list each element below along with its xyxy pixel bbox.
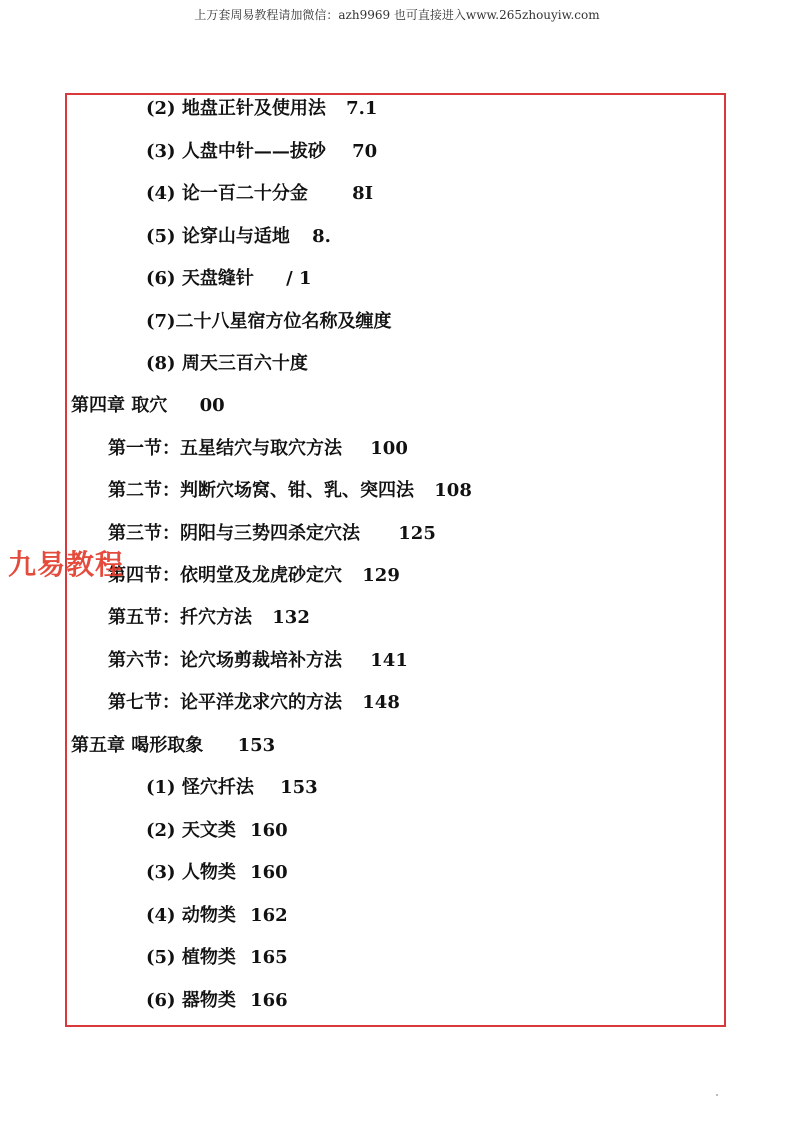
toc-entry-page: 166 bbox=[250, 990, 288, 1011]
toc-entry-page: 160 bbox=[250, 820, 288, 841]
toc-entry bbox=[146, 182, 373, 206]
toc-entry-title: (7)二十八星宿方位名称及缠度 bbox=[146, 311, 392, 332]
scan-speck bbox=[716, 1094, 718, 1096]
toc-section-title: 第七节：论平洋龙求穴的方法 bbox=[108, 692, 342, 713]
toc-entry bbox=[146, 352, 314, 376]
toc-section-page: 125 bbox=[398, 523, 436, 544]
header-ad-note: 上万套周易教程请加微信：azh9969 也可直接进入www.265zhouyiw.com bbox=[194, 8, 600, 22]
toc-section-page: 132 bbox=[272, 607, 310, 628]
toc-entry-title: (8) 周天三百六十度 bbox=[146, 353, 308, 374]
toc-section bbox=[108, 479, 472, 503]
toc-entry-title: (4) 动物类 bbox=[146, 905, 236, 926]
toc-section-title: 第二节：判断穴场窝、钳、乳、突四法 bbox=[108, 480, 414, 501]
toc-entry-title: (6) 天盘缝针 bbox=[146, 268, 254, 289]
toc-entry bbox=[146, 819, 288, 843]
watermark-logo: 九易教程 bbox=[8, 548, 125, 581]
toc-section-title: 第四节：依明堂及龙虎砂定穴 bbox=[108, 565, 342, 586]
toc-entry bbox=[146, 989, 288, 1013]
toc-entry-page: 70 bbox=[352, 141, 378, 162]
toc-entry-title: (4) 论一百二十分金 bbox=[146, 183, 308, 204]
toc-entry-title: (2) 地盘正针及使用法 bbox=[146, 98, 326, 119]
toc-entry bbox=[146, 310, 398, 334]
toc-entry-title: (3) 人物类 bbox=[146, 862, 236, 883]
toc-section bbox=[108, 606, 310, 630]
toc-section bbox=[108, 522, 436, 546]
toc-chapter-title: 第五章 喝形取象 bbox=[71, 735, 204, 756]
toc-entry-title: (5) 植物类 bbox=[146, 947, 236, 968]
toc-section-page: 108 bbox=[434, 480, 472, 501]
toc-entry bbox=[146, 946, 288, 970]
toc-entry-page: 160 bbox=[250, 862, 288, 883]
toc-entry bbox=[146, 267, 311, 291]
toc-section-title: 第一节：五星结穴与取穴方法 bbox=[108, 438, 342, 459]
toc-section-title: 第六节：论穴场剪裁培补方法 bbox=[108, 650, 342, 671]
toc-entry-page: 153 bbox=[280, 777, 318, 798]
toc-section-page: 129 bbox=[362, 565, 400, 586]
toc-entry-page: 8I bbox=[352, 183, 374, 204]
toc-entry bbox=[146, 225, 331, 249]
toc-section-page: 100 bbox=[370, 438, 408, 459]
toc-section-title: 第五节：扦穴方法 bbox=[108, 607, 252, 628]
toc-entry-title: (1) 怪穴扦法 bbox=[146, 777, 254, 798]
toc-entry bbox=[146, 861, 288, 885]
toc-entry-page: 7.1 bbox=[346, 98, 378, 119]
toc-entry-page: 165 bbox=[250, 947, 288, 968]
toc-entry-title: (2) 天文类 bbox=[146, 820, 236, 841]
toc-entry bbox=[146, 97, 377, 121]
toc-entry-title: (5) 论穿山与适地 bbox=[146, 226, 290, 247]
toc-entry-page: 8. bbox=[312, 226, 331, 247]
toc-section bbox=[108, 564, 400, 588]
toc-entry-title: (3) 人盘中针——拔砂 bbox=[146, 141, 326, 162]
toc-section-title: 第三节：阴阳与三势四杀定穴法 bbox=[108, 523, 360, 544]
toc-entry-page: 162 bbox=[250, 905, 288, 926]
toc-entry-title: (6) 器物类 bbox=[146, 990, 236, 1011]
toc-chapter-page: 00 bbox=[199, 395, 225, 416]
toc-entry bbox=[146, 776, 318, 800]
toc-section bbox=[108, 437, 408, 461]
toc-chapter-page: 153 bbox=[237, 735, 276, 756]
toc-chapter bbox=[71, 394, 225, 418]
toc-section-page: 148 bbox=[362, 692, 400, 713]
toc-section-page: 141 bbox=[370, 650, 408, 671]
toc-entry-page: / 1 bbox=[286, 268, 312, 289]
toc-entry bbox=[146, 904, 288, 928]
toc-section bbox=[108, 691, 400, 715]
toc-section bbox=[108, 649, 408, 673]
toc-entry bbox=[146, 140, 377, 164]
toc-chapter-title: 第四章 取穴 bbox=[71, 395, 168, 416]
toc-chapter bbox=[71, 734, 275, 758]
